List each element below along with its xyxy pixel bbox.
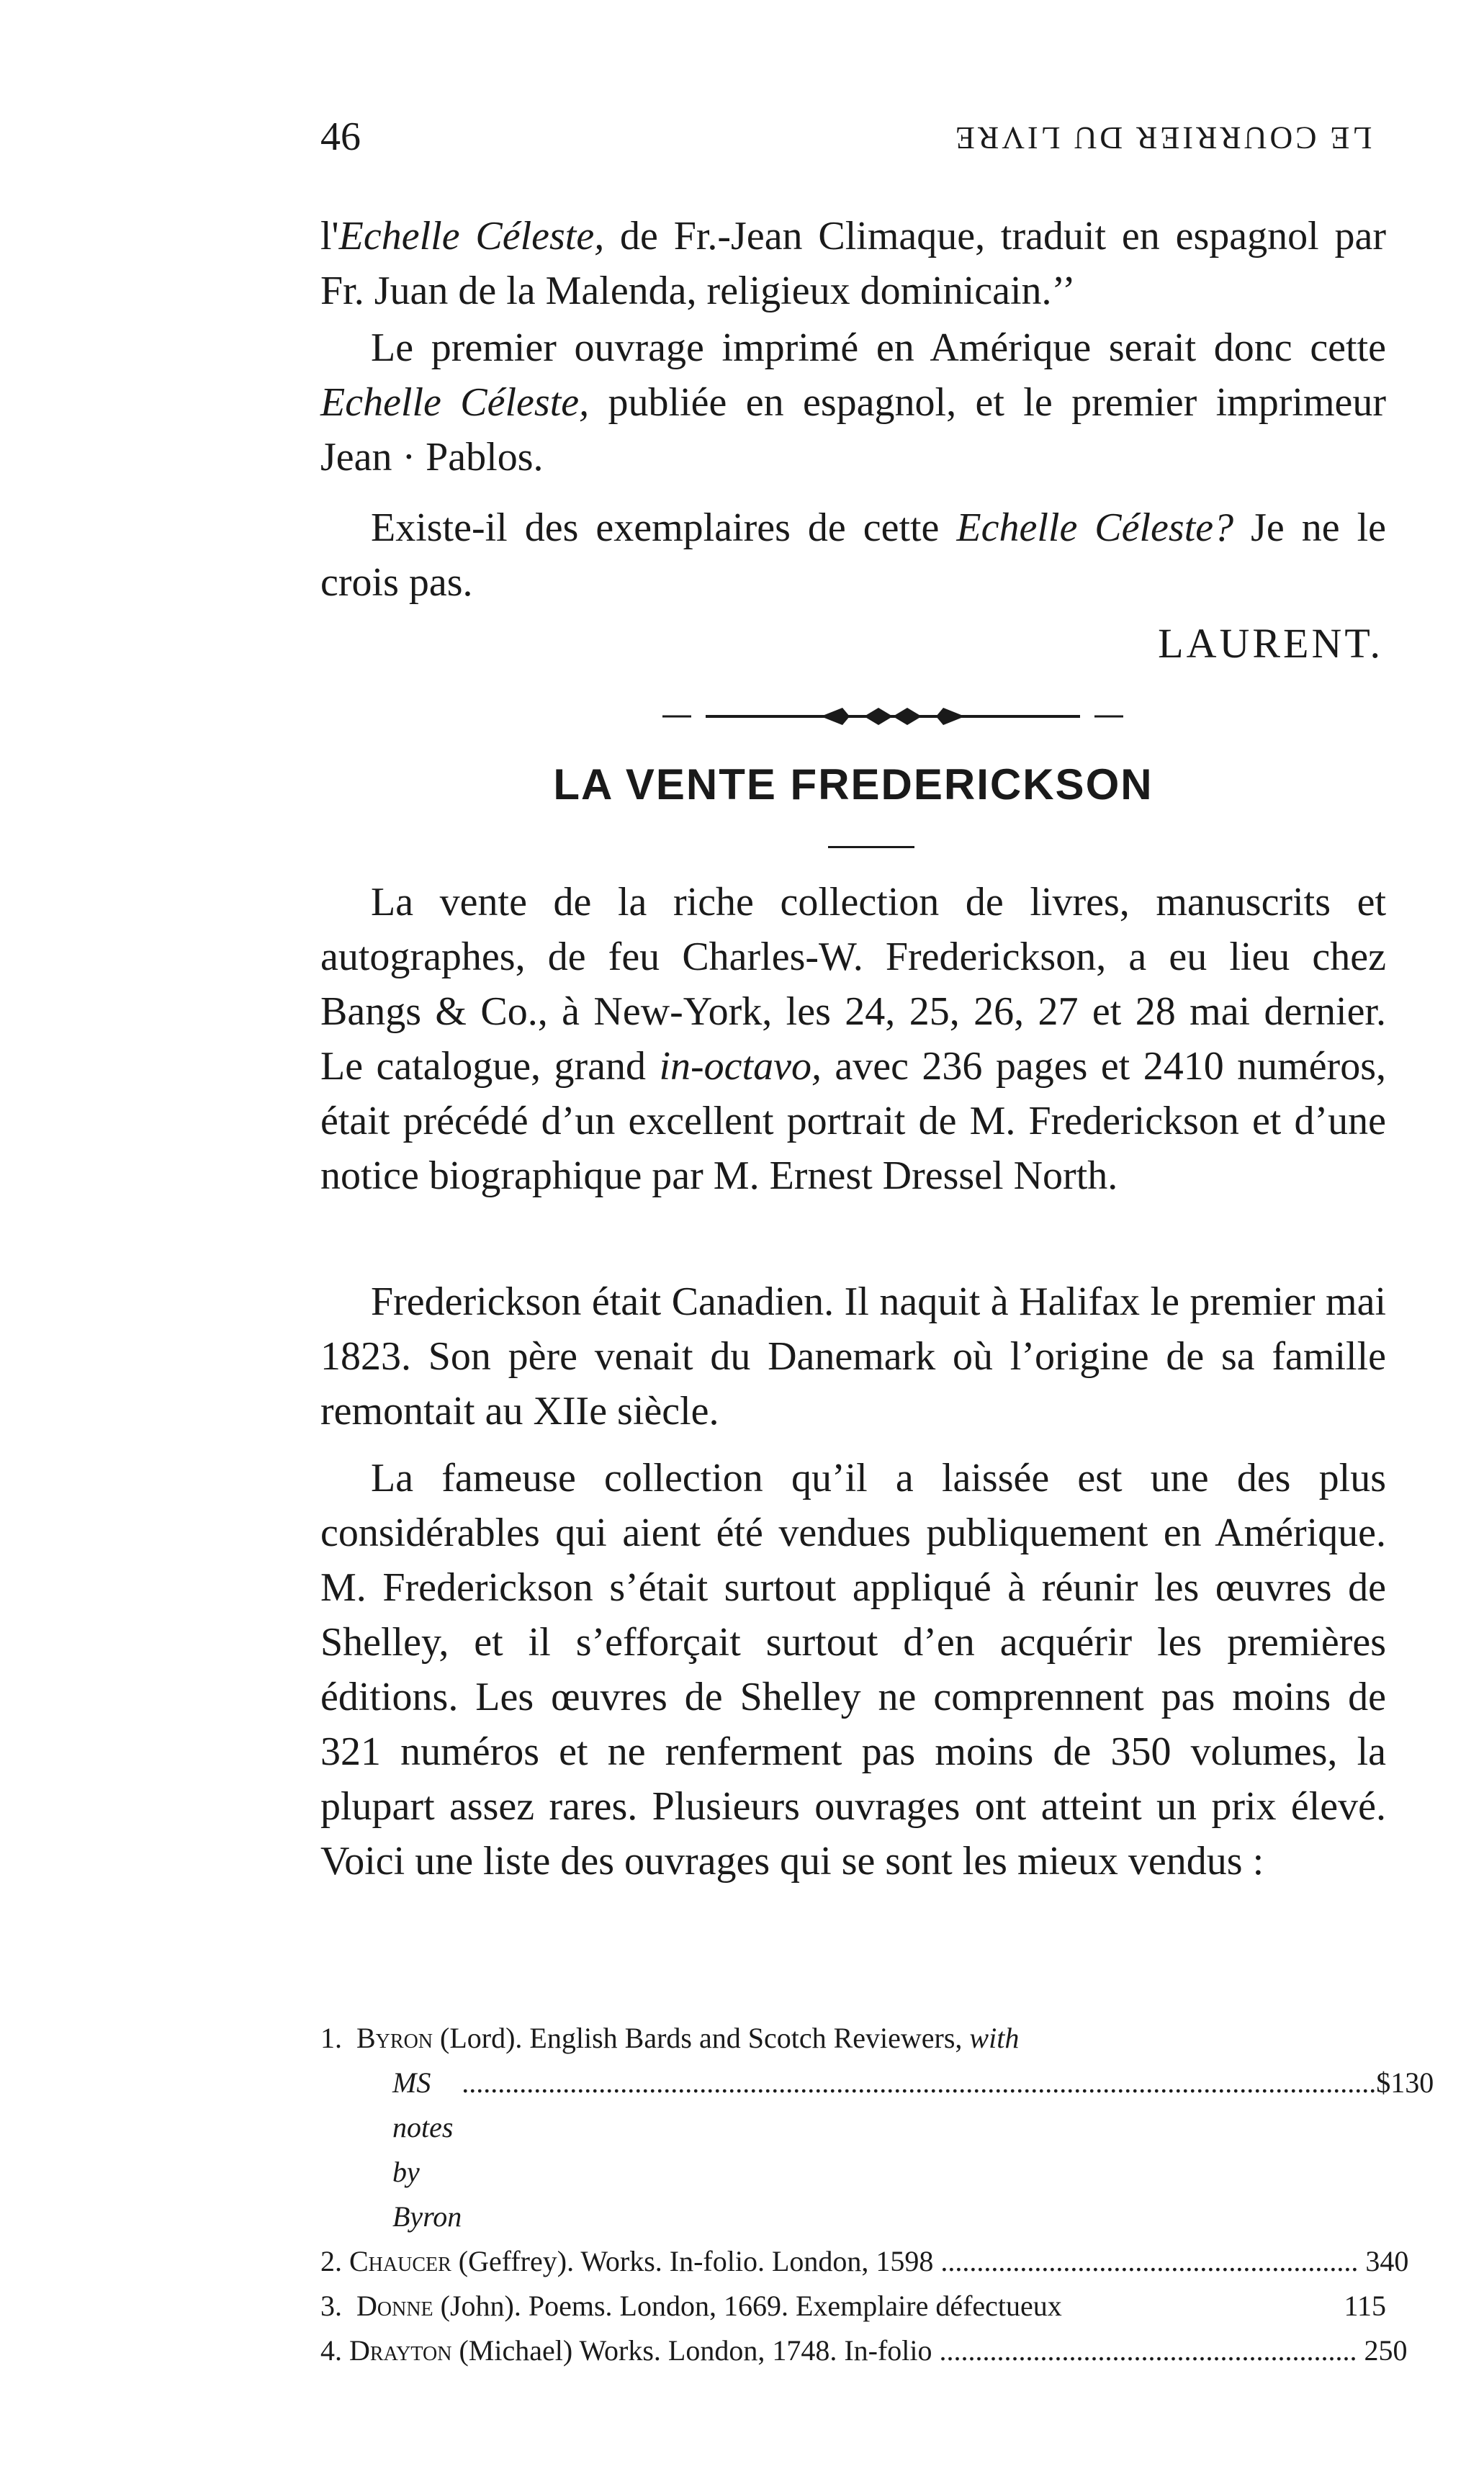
running-head: LE COURRIER DU LIVRE [952,120,1372,156]
list-item: 3. Donne (John). Poems. London, 1669. Exemplaire défectueux 115 [320,2290,1386,2322]
title-rule [828,846,914,848]
list-item: 2. Chaucer (Geffrey). Works. In-folio. London, 1598 .......................................................... 340 [320,2245,1409,2277]
page-header [320,114,1372,171]
paragraph-sale: La vente de la riche collection de livres, manuscrits et autographes, de feu Charles-W. Frederickson, a eu lieu chez Bangs & Co., à New-York, les 24, 25, 26, 27 et 28 mai dernier. Le catalogue, grand in-octavo, avec 236 pages et 2410 numéros, était précédé d’un excellent portrait de M. Frederickson et d’une notice biographique par M. Ernest Dressel North. [320,880,1387,1198]
section-title: LA VENTE FREDERICKSON [553,760,1154,809]
paragraph-question: Existe-il des exemplaires de cette Echelle Céleste? Je ne le crois pas. [320,505,1387,605]
author-signature: LAURENT. [1158,620,1383,667]
sales-list [320,2016,1434,2373]
paragraph-first-book: Le premier ouvrage imprimé en Amérique serait donc cette Echelle Céleste, publiée en espagnol, et le premier imprimeur Jean · Pablos. [320,325,1386,480]
paragraph-continuation: l'Echelle Céleste, de Fr.-Jean Climaque, traduit en espagnol par Fr. Juan de la Malenda, religieux dominicain.’’ [320,214,1386,313]
paragraph-collection: La fameuse collection qu’il a laissée est une des plus considérables qui aient été vendues publiquement en Amérique. M. Frederickson s’était surtout appliqué à réunir les œuvres de Shelley, et il s’efforçait surtout d’en acquérir les premières éditions. Les œuvres de Shelley ne comprennent pas moins de 321 numéros et ne renferment pas moins de 350 volumes, la plupart assez rares. Plusieurs ouvrages ont atteint un prix élevé. Voici une liste des ouvrages qui se sont les mieux vendus : [320,1456,1386,1884]
list-item: 4. Drayton (Michael) Works. London, 1748. In-folio .......................................................... 250 [320,2334,1408,2367]
page-number: 46 [320,114,361,159]
ornament-divider [662,702,1123,731]
paragraph-biography: Frederickson était Canadien. Il naquit à Halifax le premier mai 1823. Son père venait du Danemark où l’origine de sa famille remontait au XIIe siècle. [320,1279,1386,1434]
list-item: 1. Byron (Lord). English Bards and Scotch Reviewers, with [320,2022,1020,2054]
list-item-continuation: MS notes by Byron ............................................................................................................................... $130 [392,2066,1434,2233]
